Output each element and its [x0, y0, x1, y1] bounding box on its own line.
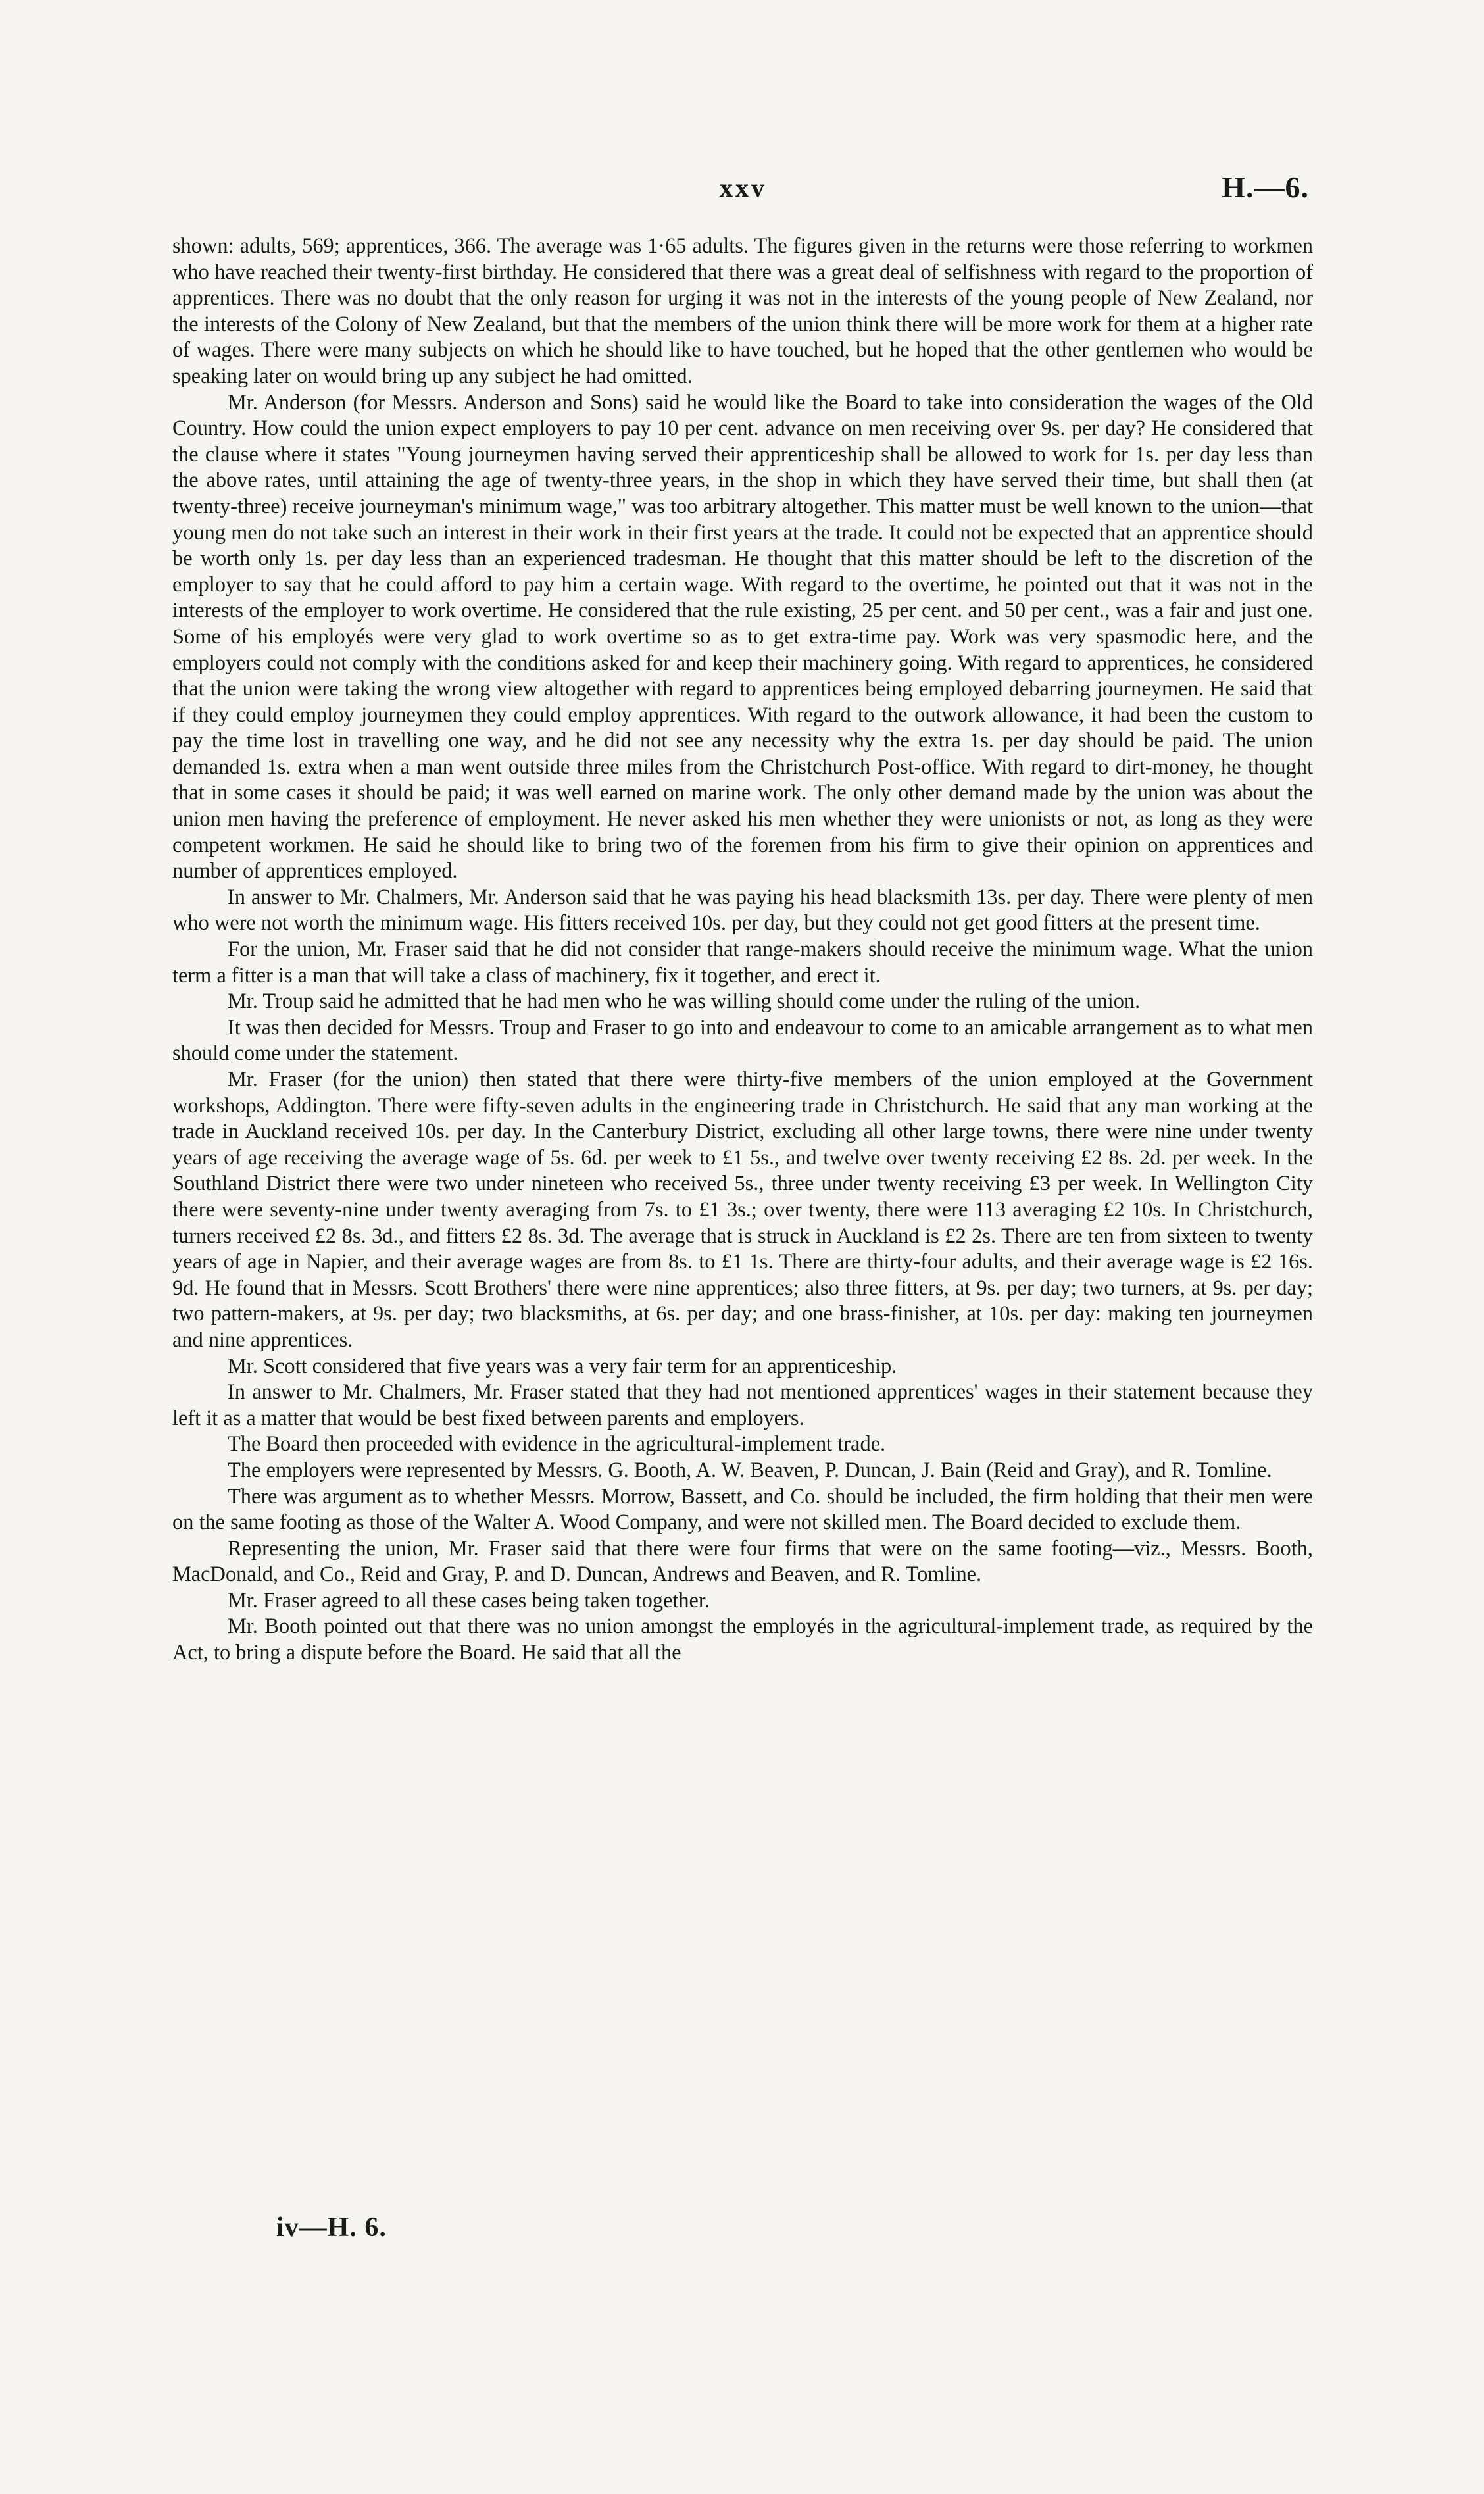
signature-mark: iv—H. 6.	[276, 2212, 387, 2243]
paragraph: The employers were represented by Messrs. G. Booth, A. W. Beaven, P. Duncan, J. Bain (Reid and Gray), and R. Tomline.	[228, 1458, 1272, 1482]
paragraph: Mr. Fraser agreed to all these cases being taken together.	[228, 1588, 710, 1612]
paragraph: Mr. Scott considered that five years was a very fair term for an apprenticeship.	[228, 1354, 897, 1378]
document-reference: H.—6.	[1222, 170, 1309, 204]
paragraph: Mr. Fraser (for the union) then stated that there were thirty-five members of the union employed at the Government workshops, Addington. There were fifty-seven adults in the engineering trade in Christchurch. He said that any man working at the trade in Auckland received 10s. per day. In the Canterbury District, excluding all other large towns, there were nine under twenty years of age receiving the average wage of 5s. 6d. per week to £1 5s., and twelve over twenty receiving £2 8s. 2d. per week. In the Southland District there were two under nineteen who received 5s., three under twenty receiving £3 per week. In Wellington City there were seventy-nine under twenty averaging from 7s. to £1 3s.; over twenty, there were 113 averaging £2 10s. In Christchurch, turners received £2 8s. 3d., and fitters £2 8s. 3d. The average that is struck in Auckland is £2 2s. There are ten from sixteen to twenty years of age in Napier, and their average wages are from 8s. to £1 1s. There are thirty-four adults, and their average wage is £2 16s. 9d. He found that in Messrs. Scott Brothers' there were nine apprentices; also three fitters, at 9s. per day; two turners, at 9s. per day; two pattern-makers, at 9s. per day; two blacksmiths, at 6s. per day; and one brass-finisher, at 10s. per day: making ten journeymen and nine apprentices.	[172, 1068, 1313, 1352]
paragraph: Mr. Troup said he admitted that he had men who he was willing should come under the ruling of the union.	[228, 989, 1141, 1014]
page-number: xxv	[720, 173, 767, 203]
paragraph: Mr. Anderson (for Messrs. Anderson and Sons) said he would like the Board to take into consideration the wages of the Old Country. How could the union expect employers to pay 10 per cent. advance on men receiving over 9s. per day? He considered that the clause where it states "Young journeymen having served their apprenticeship shall be allowed to work for 1s. per day less than the above rates, until attaining the age of twenty-three years, in the shop in which they have served their time, but shall then (at twenty-three) receive journeyman's minimum wage," was too arbitrary altogether. This matter must be well known to the union—that young men do not take such an interest in their work in their first years at the trade. It could not be expected that an apprentice should be worth only 1s. per day less than an experienced tradesman. He thought that this matter should be left to the discretion of the employer to say that he could afford to pay him a certain wage. With regard to the overtime, he pointed out that it was not in the interests of the employer to work overtime. He considered that the rule existing, 25 per cent. and 50 per cent., was a fair and just one. Some of his employés were very glad to work overtime so as to get extra-time pay. Work was very spasmodic here, and the employers could not comply with the conditions asked for and keep their machinery going. With regard to apprentices, he considered that the union were taking the wrong view altogether with regard to apprentices being employed debarring journeymen. He said that if they could employ journeymen they could employ apprentices. With regard to the outwork allowance, it had been the custom to pay the time lost in travelling one way, and he did not see any necessity why the extra 1s. per day should be paid. The union demanded 1s. extra when a man went outside three miles from the Christchurch Post-office. With regard to dirt-money, he thought that in some cases it should be paid; it was well earned on marine work. The only other demand made by the union was about the union men having the preference of employment. He never asked his men whether they were unionists or not, as long as they were competent workmen. He said he should like to bring two of the foremen from his firm to give their opinion on apprentices and number of apprentices employed.	[172, 390, 1313, 884]
paragraph: Representing the union, Mr. Fraser said that there were four firms that were on the same footing—viz., Messrs. Booth, MacDonald, and Co., Reid and Gray, P. and D. Duncan, Andrews and Beaven, and R. Tomline.	[172, 1536, 1313, 1587]
paragraph: It was then decided for Messrs. Troup and Fraser to go into and endeavour to come to an amicable arrangement as to what men should come under the statement.	[172, 1015, 1313, 1066]
paragraph: shown: adults, 569; apprentices, 366. The average was 1·65 adults. The figures given in the returns were those referring to workmen who have reached their twenty-first birthday. He considered that there was a great deal of selfishness with regard to the proportion of apprentices. There was no doubt that the only reason for urging it was not in the interests of the young people of New Zealand, nor the interests of the Colony of New Zealand, but that the members of the union think there will be more work for them at a higher rate of wages. There were many subjects on which he should like to have touched, but he hoped that the other gentlemen who would be speaking later on would bring up any subject he had omitted.	[172, 234, 1313, 388]
page-header	[178, 172, 1309, 212]
paragraph: In answer to Mr. Chalmers, Mr. Fraser stated that they had not mentioned apprentices' wages in their statement because they left it as a matter that would be best fixed between parents and employers.	[172, 1380, 1313, 1430]
paragraph: There was argument as to whether Messrs. Morrow, Bassett, and Co. should be included, the firm holding that their men were on the same footing as those of the Walter A. Wood Company, and were not skilled men. The Board decided to exclude them.	[172, 1484, 1313, 1535]
paragraph: In answer to Mr. Chalmers, Mr. Anderson said that he was paying his head blacksmith 13s. per day. There were plenty of men who were not worth the minimum wage. His fitters received 10s. per day, but they could not get good fitters at the present time.	[172, 885, 1313, 935]
paragraph: Mr. Booth pointed out that there was no union amongst the employés in the agricultural-implement trade, as required by the Act, to bring a dispute before the Board. He said that all the	[172, 1614, 1313, 1665]
paragraph: For the union, Mr. Fraser said that he did not consider that range-makers should receive the minimum wage. What the union term a fitter is a man that will take a class of machinery, fix it together, and erect it.	[172, 937, 1313, 987]
paragraph: The Board then proceeded with evidence in the agricultural-implement trade.	[228, 1432, 886, 1457]
body-text	[172, 234, 1313, 1666]
